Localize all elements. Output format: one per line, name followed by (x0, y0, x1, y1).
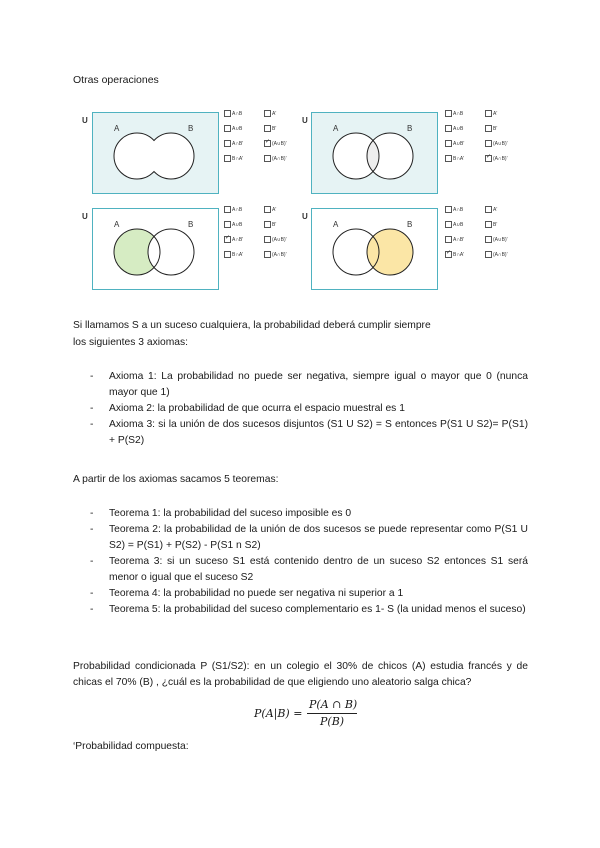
universe-label: U (302, 212, 308, 221)
venn-option-checkbox[interactable] (485, 236, 508, 244)
venn-option-label: A∪B' (453, 140, 465, 147)
venn-option-checkbox[interactable] (264, 221, 276, 229)
set-a-label: A (333, 124, 339, 133)
venn-option-checkbox[interactable] (445, 125, 463, 133)
condicionada-text: Probabilidad condicionada P (S1/S2): en un colegio el 30% de chicos (A) estudia francés y de chicas el 70% (B) , ¿cuál es la probabilidad de que eligiendo uno aleatorio salga chica? (73, 661, 528, 688)
set-b-label: B (407, 124, 413, 133)
venn-option-checkbox[interactable] (445, 221, 463, 229)
checked-box-icon[interactable] (485, 155, 492, 162)
checkbox-icon[interactable] (264, 155, 271, 162)
venn-option-label: B' (272, 221, 277, 228)
venn-option-label: B∩A' (453, 155, 465, 162)
venn-option-label: A' (272, 206, 277, 213)
checkbox-icon[interactable] (445, 221, 452, 228)
venn-panel (311, 112, 438, 194)
axioma-item: - Axioma 1: La probabilidad no puede ser negativa, siempre igual o mayor que 0 (nunca mayor que 1) (73, 369, 528, 401)
venn-option-label: A∪B (232, 125, 243, 132)
checkbox-icon[interactable] (264, 221, 271, 228)
checkbox-icon[interactable] (264, 110, 271, 117)
venn-option-checkbox[interactable] (485, 251, 508, 259)
venn-option-checkbox[interactable] (264, 140, 287, 148)
set-b-label: B (188, 124, 194, 133)
teoremas-intro: A partir de los axiomas sacamos 5 teoremas: (73, 474, 279, 485)
venn-option-checkbox[interactable] (445, 110, 463, 118)
venn-option-checkbox[interactable] (445, 155, 464, 163)
checkbox-icon[interactable] (264, 206, 271, 213)
venn-panel (92, 208, 219, 290)
checkbox-icon[interactable] (485, 236, 492, 243)
venn-option-checkbox[interactable] (264, 251, 287, 259)
venn-option-label: A∪B (453, 221, 464, 228)
venn-option-checkbox[interactable] (445, 206, 463, 214)
venn-option-label: (A∩B)' (272, 155, 287, 162)
checkbox-icon[interactable] (264, 236, 271, 243)
checkbox-icon[interactable] (485, 110, 492, 117)
checkbox-icon[interactable] (445, 125, 452, 132)
teorema-item: - Teorema 5: la probabilidad del suceso complementario es 1- S (la unidad menos el suceso) (73, 602, 528, 618)
venn-option-label: A' (493, 110, 498, 117)
axioma-item: - Axioma 2: la probabilidad de que ocurra el espacio muestral es 1 (73, 401, 528, 417)
venn-option-label: (A∪B)' (272, 140, 287, 147)
venn-panel (92, 112, 219, 194)
venn-option-label: B' (272, 125, 277, 132)
checkbox-icon[interactable] (485, 221, 492, 228)
checkbox-icon[interactable] (445, 140, 452, 147)
universe-label: U (82, 116, 88, 125)
venn-option-label: (A∩B)' (493, 155, 508, 162)
venn-option-checkbox[interactable] (485, 221, 497, 229)
checkbox-icon[interactable] (224, 140, 231, 147)
venn-option-checkbox[interactable] (224, 236, 243, 244)
venn-option-checkbox[interactable] (224, 251, 243, 259)
venn-option-label: A∩B (232, 110, 243, 117)
compuesta-heading: ‘Probabilidad compuesta: (73, 741, 189, 752)
intro-line-2: los siguientes 3 axiomas: (73, 337, 189, 348)
venn-option-label: (A∩B)' (272, 251, 287, 258)
checkbox-icon[interactable] (485, 140, 492, 147)
formula-lhs: P(A|B) = (254, 707, 303, 720)
venn-option-checkbox[interactable] (224, 110, 242, 118)
venn-option-label: B' (493, 125, 498, 132)
venn-option-label: A∪B (232, 221, 243, 228)
set-a-label: A (333, 220, 339, 229)
venn-option-checkbox[interactable] (485, 206, 497, 214)
axioma-item: - Axioma 3: si la unión de dos sucesos disjuntos (S1 U S2) = S entonces P(S1 U S2)= P(S1) + P(S2) (73, 417, 528, 449)
venn-option-checkbox[interactable] (224, 155, 243, 163)
venn-option-label: B∩A' (453, 251, 465, 258)
formula-fraction-bar (307, 713, 357, 714)
venn-option-label: A∩B (453, 206, 464, 213)
universe-label: U (82, 212, 88, 221)
teorema-item: - Teorema 4: la probabilidad no puede ser negativa ni superior a 1 (73, 586, 528, 602)
checkbox-icon[interactable] (445, 206, 452, 213)
venn-option-checkbox[interactable] (224, 140, 243, 148)
venn-option-label: A∪B (453, 125, 464, 132)
venn-option-label: A' (272, 110, 277, 117)
set-a-label: A (114, 220, 120, 229)
venn-option-label: B' (493, 221, 498, 228)
venn-option-checkbox[interactable] (485, 140, 508, 148)
venn-option-checkbox[interactable] (264, 206, 276, 214)
intro-line-1: Si llamamos S a un suceso cualquiera, la probabilidad deberá cumplir siempre (73, 320, 431, 331)
teorema-item: - Teorema 1: la probabilidad del suceso imposible es 0 (73, 506, 528, 522)
venn-option-label: B∩A' (232, 251, 244, 258)
checkbox-icon[interactable] (264, 251, 271, 258)
set-b-label: B (407, 220, 413, 229)
axiomas-list (73, 369, 528, 449)
venn-option-label: (A∪B)' (272, 236, 287, 243)
checkbox-icon[interactable] (224, 110, 231, 117)
venn-option-checkbox[interactable] (264, 155, 287, 163)
venn-option-label: A∩B' (232, 236, 244, 243)
venn-option-checkbox[interactable] (485, 125, 497, 133)
teorema-item: - Teorema 2: la probabilidad de la unión de dos sucesos se puede representar como P(S1 U S2) = P(S1) + P(S2) - P(S1 n S2) (73, 522, 528, 554)
checkbox-icon[interactable] (224, 206, 231, 213)
checkbox-icon[interactable] (445, 236, 452, 243)
venn-option-checkbox[interactable] (264, 110, 276, 118)
venn-option-label: (A∩B)' (493, 251, 508, 258)
checkbox-icon[interactable] (485, 206, 492, 213)
venn-option-checkbox[interactable] (264, 125, 276, 133)
venn-option-checkbox[interactable] (445, 140, 464, 148)
checkbox-icon[interactable] (224, 251, 231, 258)
checkbox-icon[interactable] (224, 125, 231, 132)
venn-option-checkbox[interactable] (224, 221, 242, 229)
venn-option-checkbox[interactable] (445, 251, 464, 259)
formula-numerator: P(A ∩ B) (309, 698, 358, 711)
teoremas-list (73, 506, 528, 618)
set-b-label: B (188, 220, 194, 229)
venn-option-label: A' (493, 206, 498, 213)
checkbox-icon[interactable] (485, 251, 492, 258)
checkbox-icon[interactable] (445, 110, 452, 117)
checkbox-icon[interactable] (264, 125, 271, 132)
checkbox-icon[interactable] (224, 155, 231, 162)
set-a-label: A (114, 124, 120, 133)
venn-option-label: A∩B' (232, 140, 244, 147)
conditional-probability-formula (254, 698, 364, 730)
universe-label: U (302, 116, 308, 125)
venn-option-checkbox[interactable] (224, 125, 242, 133)
venn-option-label: B∩A' (232, 155, 244, 162)
venn-option-checkbox[interactable] (445, 236, 464, 244)
venn-option-label: A∩B (232, 206, 243, 213)
venn-option-label: (A∪B)' (493, 140, 508, 147)
teorema-item: - Teorema 3: si un suceso S1 está contenido dentro de un suceso S2 entonces S1 será menor o igual que el suceso S2 (73, 554, 528, 586)
venn-option-checkbox[interactable] (485, 110, 497, 118)
formula-denominator: P(B) (320, 715, 345, 728)
venn-option-checkbox[interactable] (264, 236, 287, 244)
venn-option-label: A∩B' (453, 236, 465, 243)
section-heading: Otras operaciones (73, 74, 159, 86)
venn-panel (311, 208, 438, 290)
checkbox-icon[interactable] (485, 125, 492, 132)
checkbox-icon[interactable] (445, 155, 452, 162)
checked-box-icon[interactable] (445, 251, 452, 258)
venn-option-checkbox[interactable] (224, 206, 242, 214)
venn-option-label: A∩B (453, 110, 464, 117)
checked-box-icon[interactable] (264, 140, 271, 147)
checkbox-icon[interactable] (224, 221, 231, 228)
venn-option-label: (A∪B)' (493, 236, 508, 243)
checked-box-icon[interactable] (224, 236, 231, 243)
venn-option-checkbox[interactable] (485, 155, 508, 163)
